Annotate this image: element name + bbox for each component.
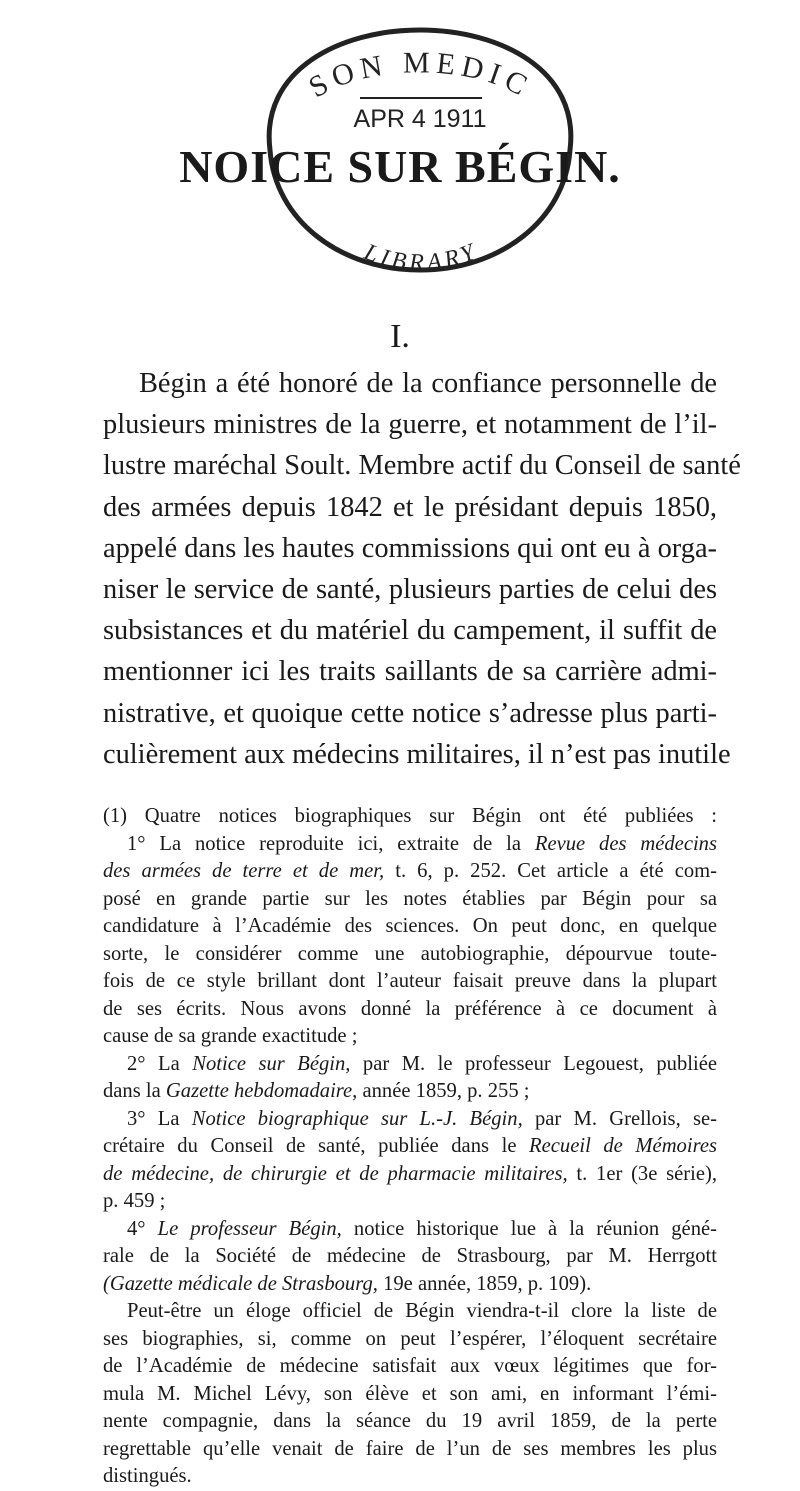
footnote-line: posé en grande partie sur les notes établies par Bégin pour sa <box>103 887 717 910</box>
title-suffix: . <box>608 141 621 192</box>
footnote-line <box>103 1216 717 1244</box>
footnote <box>103 803 717 1491</box>
paragraph-line: appelé dans les hautes commissions qui ont eu à orga- <box>103 532 717 564</box>
paragraph-line: subsistances et du matériel du campement, il suffit de <box>103 615 717 647</box>
paragraph-line: des armées depuis 1842 et le présidant depuis 1850, <box>103 491 717 523</box>
footnote-text: t. 6, p. 252. Cet article a été com- <box>384 860 718 882</box>
footnote-text: notice historique lue à la réunion géné- <box>341 1217 717 1240</box>
footnote-text: 4° <box>127 1217 158 1240</box>
footnote-line <box>103 1051 717 1079</box>
footnote-text: 1° La notice reproduite ici, extraite de la <box>127 832 535 855</box>
work-title: Notice biographique sur L.-J. Bégin, <box>191 1107 523 1130</box>
journal-title: Revue des médecins <box>534 832 717 855</box>
svg-text:LIBRARY <box>360 238 483 276</box>
footnote-line <box>103 1106 717 1134</box>
footnote-text: dans la <box>103 1080 166 1102</box>
footnote-line <box>103 1161 717 1189</box>
footnote-line: candidature à l’Académie des sciences. On peut donc, en quelque <box>103 915 717 937</box>
paragraph-line: mentionner ici les traits saillants de sa carrière admi- <box>103 656 717 688</box>
footnote-line: rale de la Société de médecine de Strasbourg, par M. Herrgott <box>103 1245 717 1267</box>
footnote-line: ses biographies, si, comme on peut l’espérer, l’éloquent secrétaire <box>103 1327 717 1350</box>
paragraph-line: lustre maréchal Soult. Membre actif du Conseil de santé <box>103 450 741 482</box>
stamp-bottom-text: LIBRARY <box>360 238 483 277</box>
journal-title: de médecine, de chirurgie et de pharmacie militaires, <box>103 1162 568 1185</box>
footnote-line <box>103 1078 717 1106</box>
footnote-line: p. 459 ; <box>103 1190 166 1212</box>
main-paragraph <box>103 363 741 775</box>
footnote-line: fois de ce style brillant dont l’auteur faisait preuve dans la plupart <box>103 970 717 992</box>
paragraph-line: plusieurs ministres de la guerre, et notamment de l’il- <box>103 409 717 441</box>
page-title <box>0 140 800 193</box>
stamp-top-text: SON MEDIC <box>303 46 538 105</box>
footnote-line: regrettable qu’elle venait de faire de l’un de ses membres les plus <box>103 1437 717 1460</box>
footnote-text: par M. Grellois, se- <box>522 1107 717 1130</box>
footnote-text: année 1859, p. 255 ; <box>357 1080 530 1102</box>
footnote-line: nente compagnie, dans la séance du 19 avril 1859, de la perte <box>103 1410 717 1432</box>
journal-title: (Gazette médicale de Strasbourg, <box>103 1272 378 1295</box>
footnote-line: Peut-être un éloge officiel de Bégin viendra-t-il clore la liste de <box>127 1300 717 1322</box>
journal-title: Recueil de Mémoires <box>529 1135 717 1157</box>
work-title: Le professeur Bégin, <box>157 1217 342 1240</box>
footnote-text: t. 1er (3e série), <box>567 1162 717 1185</box>
footnote-line: mula M. Michel Lévy, son élève et son ami, en informant l’émi- <box>103 1382 717 1405</box>
footnote-text: 19e année, 1859, p. 109). <box>377 1272 592 1295</box>
footnote-line: distingués. <box>103 1465 192 1487</box>
footnote-line: (1) Quatre notices biographiques sur Bégin ont été publiées : <box>103 805 717 827</box>
paragraph-line: Bégin a été honoré de la confiance personnelle de <box>139 368 717 399</box>
footnote-text: crétaire du Conseil de santé, publiée dans le <box>103 1135 530 1157</box>
footnote-line: de ses écrits. Nous avons donné la préférence à ce document à <box>103 997 717 1020</box>
footnote-line: cause de sa grande exactitude ; <box>103 1025 358 1047</box>
title-prefix: NO <box>179 141 251 192</box>
footnote-line <box>103 831 717 859</box>
title-main: ICE SUR BÉGIN <box>250 141 609 192</box>
footnote-line <box>103 858 717 886</box>
paragraph-line: niser le service de santé, plusieurs parties de celui des <box>103 574 717 606</box>
footnote-line <box>103 1271 717 1299</box>
paragraph-line: culièrement aux médecins militaires, il n’est pas inutile <box>103 738 731 770</box>
footnote-text: 2° La <box>127 1052 193 1075</box>
footnote-line: de l’Académie de médecine satisfait aux vœux légitimes que for- <box>103 1355 717 1377</box>
svg-text:SON MEDIC <box>303 46 537 104</box>
footnote-line <box>103 1133 717 1161</box>
work-title: Notice sur Bégin, <box>192 1052 351 1075</box>
paragraph-line: nistrative, et quoique cette notice s’adresse plus parti- <box>103 697 717 729</box>
footnote-line: sorte, le considérer comme une autobiographie, dépourvue toute- <box>103 942 717 965</box>
footnote-text: par M. le professeur Legouest, publiée <box>350 1052 717 1075</box>
section-number: I. <box>390 318 410 355</box>
footnote-text: 3° La <box>127 1107 192 1130</box>
stamp-date: APR 4 1911 <box>353 105 487 133</box>
journal-title: Gazette hebdomadaire, <box>165 1080 358 1102</box>
journal-title: des armées de terre et de mer, <box>103 860 385 882</box>
